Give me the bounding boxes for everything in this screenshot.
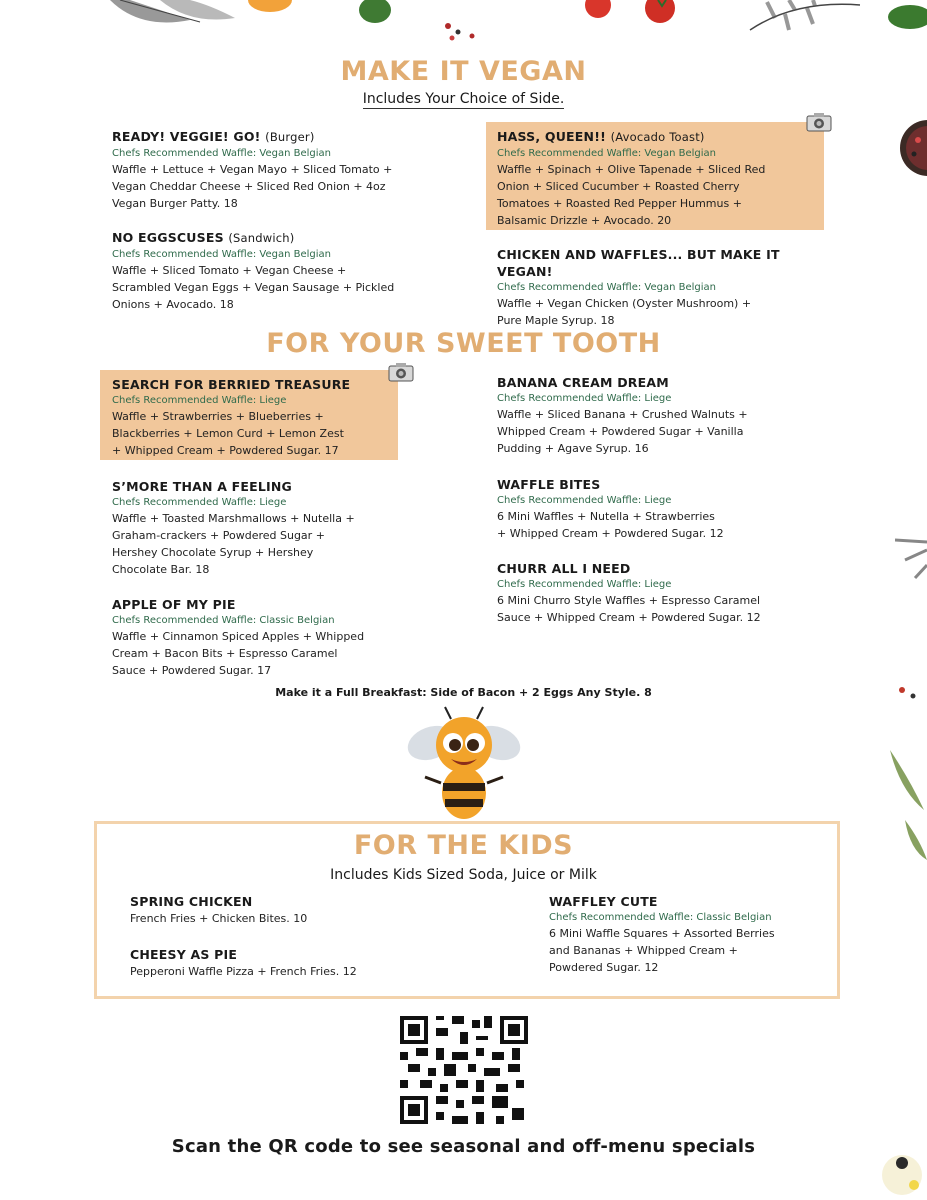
leaf-decoration — [745, 0, 865, 40]
menu-item: APPLE OF MY PIE Chefs Recommended Waffle: Classic Belgian Waffle + Cinnamon Spiced Apples + Whipped Cream + Bacon Bits + Espresso Caramel Sauce + Powdered Sugar. 17 — [112, 597, 365, 677]
leaf-decoration — [895, 520, 927, 590]
camera-icon[interactable] — [806, 112, 832, 132]
qr-code[interactable] — [400, 1016, 528, 1124]
bee-mascot — [403, 705, 525, 823]
section-subtitle-kids: Includes Kids Sized Soda, Juice or Milk — [330, 867, 597, 883]
menu-item: CHICKEN AND WAFFLES... BUT MAKE IT VEGAN! Chefs Recommended Waffle: Vegan Belgian Waffle + Vegan Chicken (Oyster Mushroom) + Pure Maple Syrup. 18 — [497, 247, 780, 327]
pepper-bowl-decoration — [898, 110, 927, 190]
section-title-vegan: MAKE IT VEGAN — [340, 56, 587, 87]
tomato-decoration — [578, 0, 688, 30]
section-subtitle-vegan: Includes Your Choice of Side. — [362, 91, 565, 107]
breakfast-addon: Make it a Full Breakfast: Side of Bacon + 2 Eggs Any Style. 8 — [275, 686, 652, 699]
camera-icon[interactable] — [388, 362, 414, 382]
section-title-kids: FOR THE KIDS — [353, 830, 574, 861]
menu-item: WAFFLE BITES Chefs Recommended Waffle: Liege 6 Mini Waffles + Nutella + Strawberries + Whipped Cream + Powdered Sugar. 12 — [497, 477, 724, 540]
menu-item: READY! VEGGIE! GO! (Burger) Chefs Recommended Waffle: Vegan Belgian Waffle + Lettuce + Vegan Mayo + Sliced Tomato + Vegan Cheddar Cheese + Sliced Red Onion + 4oz Vegan Burger Patty. 18 — [112, 129, 393, 210]
scan-instructions: Scan the QR code to see seasonal and off-menu specials — [171, 1136, 756, 1157]
leaf-decoration — [100, 0, 240, 40]
menu-item: S’MORE THAN A FEELING Chefs Recommended Waffle: Liege Waffle + Toasted Marshmallows + Nutella + Graham-crackers + Powdered Sugar + Hershey Chocolate Syrup + Hershey Chocolate Bar. 18 — [112, 479, 355, 576]
orange-decoration — [240, 0, 300, 20]
menu-item: WAFFLEY CUTE Chefs Recommended Waffle: Classic Belgian 6 Mini Waffle Squares + Assorted Berries and Bananas + Whipped Cream + Powdered Sugar. 12 — [549, 894, 775, 974]
menu-item: CHURR ALL I NEED Chefs Recommended Waffle: Liege 6 Mini Churro Style Waffles + Espresso Caramel Sauce + Whipped Cream + Powdered Sugar. 12 — [497, 561, 761, 624]
menu-item: SEARCH FOR BERRIED TREASURE Chefs Recommended Waffle: Liege Waffle + Strawberries + Blueberries + Blackberries + Lemon Curd + Lemon Zest + Whipped Cream + Powdered Sugar. 17 — [112, 377, 351, 457]
spinach-leaf-decoration — [875, 2, 927, 32]
spinach-leaf-decoration — [355, 0, 395, 30]
menu-item: HASS, QUEEN!! (Avocado Toast) Chefs Recommended Waffle: Vegan Belgian Waffle + Spinach + Olive Tapenade + Sliced Red Onion + Sliced Cucumber + Roasted Cherry Tomatoes + Roasted Red Pepper Hummus + Balsamic Drizzle + Avocado. 20 — [497, 129, 766, 227]
menu-item: SPRING CHICKEN French Fries + Chicken Bites. 10 — [130, 894, 308, 925]
menu-item: CHEESY AS PIE Pepperoni Waffle Pizza + French Fries. 12 — [130, 947, 357, 978]
menu-item: BANANA CREAM DREAM Chefs Recommended Waffle: Liege Waffle + Sliced Banana + Crushed Walnuts + Whipped Cream + Powdered Sugar + Vanilla Pudding + Agave Syrup. 16 — [497, 375, 748, 455]
menu-item: NO EGGSCUSES (Sandwich) Chefs Recommended Waffle: Vegan Belgian Waffle + Sliced Tomato + Vegan Cheese + Scrambled Vegan Eggs + Vegan Sausage + Pickled Onions + Avocado. 18 — [112, 230, 395, 311]
section-title-sweet: FOR YOUR SWEET TOOTH — [266, 328, 661, 359]
peppercorn-decoration — [440, 18, 480, 48]
